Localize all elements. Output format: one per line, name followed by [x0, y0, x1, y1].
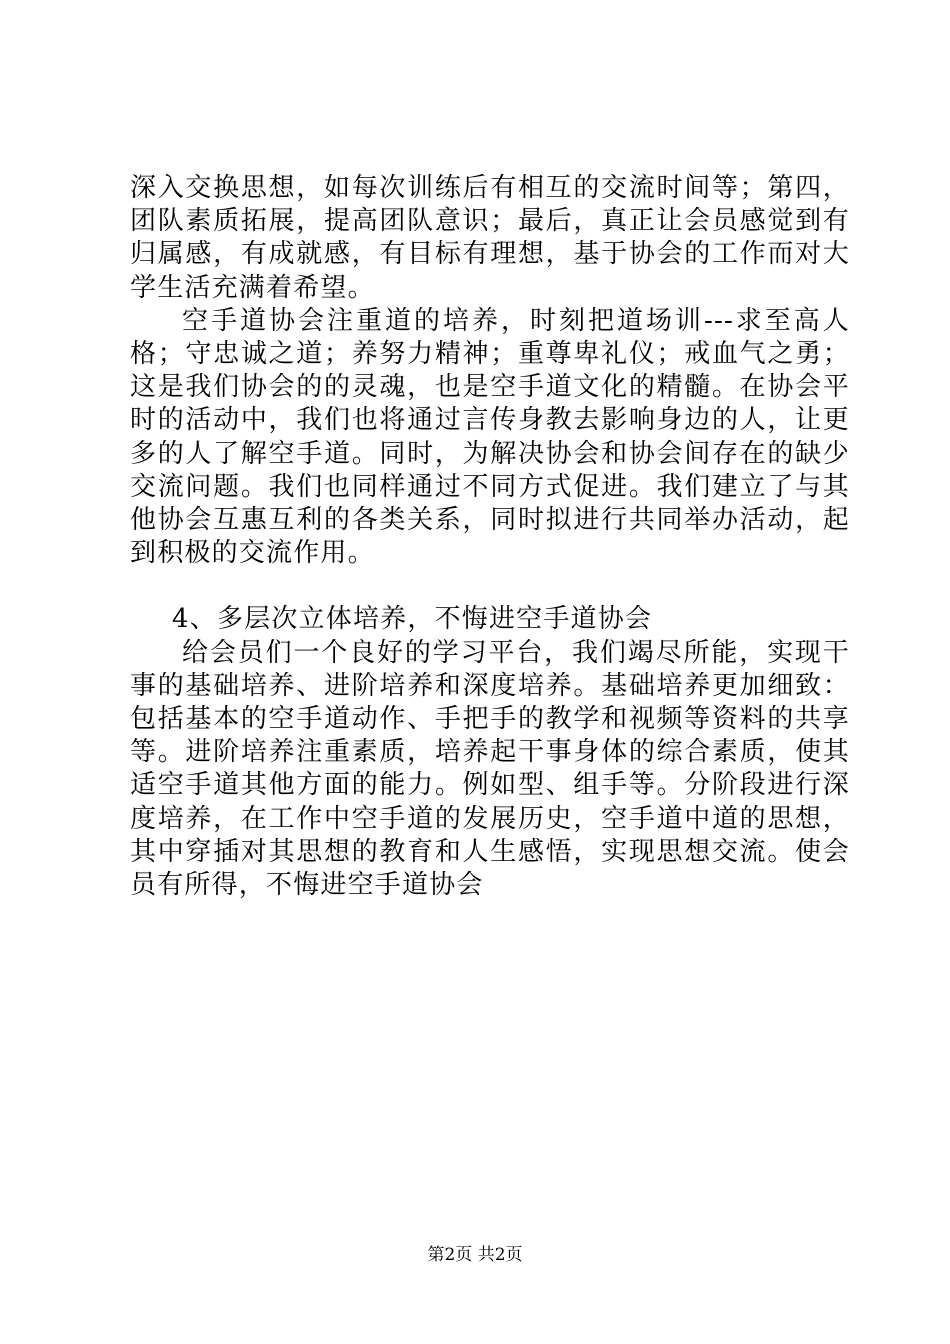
document-body [130, 172, 850, 902]
section-heading: 4、多层次立体培养，不悔进空手道协会 [172, 604, 653, 635]
paragraph-continued: 深入交换思想，如每次训练后有相互的交流时间等；第四，团队素质拓展，提高团队意识；最后，真正让会员感觉到有归属感，有成就感，有目标有理想，基于协会的工作而对大学生活充满着希望。 [130, 173, 850, 303]
paragraph-karate-spirit: 空手道协会注重道的培养，时刻把道场训---求至高人格；守忠诚之道；养努力精神；重尊卑礼仪；戒血气之勇；这是我们协会的的灵魂，也是空手道文化的精髓。在协会平时的活动中，我们也将通过言传身教去影响身边的人，让更多的人了解空手道。同时，为解决协会和协会间存在的缺少交流问题。我们也同样通过不同方式促进。我们建立了与其他协会互惠互利的各类关系，同时拟进行共同举办活动，起到积极的交流作用。 [130, 305, 850, 569]
page-number-footer: 第2页 共2页 [427, 1245, 523, 1265]
paragraph-training-levels: 给会员们一个良好的学习平台，我们竭尽所能，实现干事的基础培养、进阶培养和深度培养。基础培养更加细致：包括基本的空手道动作、手把手的教学和视频等资料的共享等。进阶培养注重素质，培养起干事身体的综合素质，使其适空手道其他方面的能力。例如型、组手等。分阶段进行深度培养，在工作中空手道的发展历史，空手道中道的思想，其中穿插对其思想的教育和人生感悟，实现思想交流。使会员有所得，不悔进空手道协会 [130, 637, 850, 901]
